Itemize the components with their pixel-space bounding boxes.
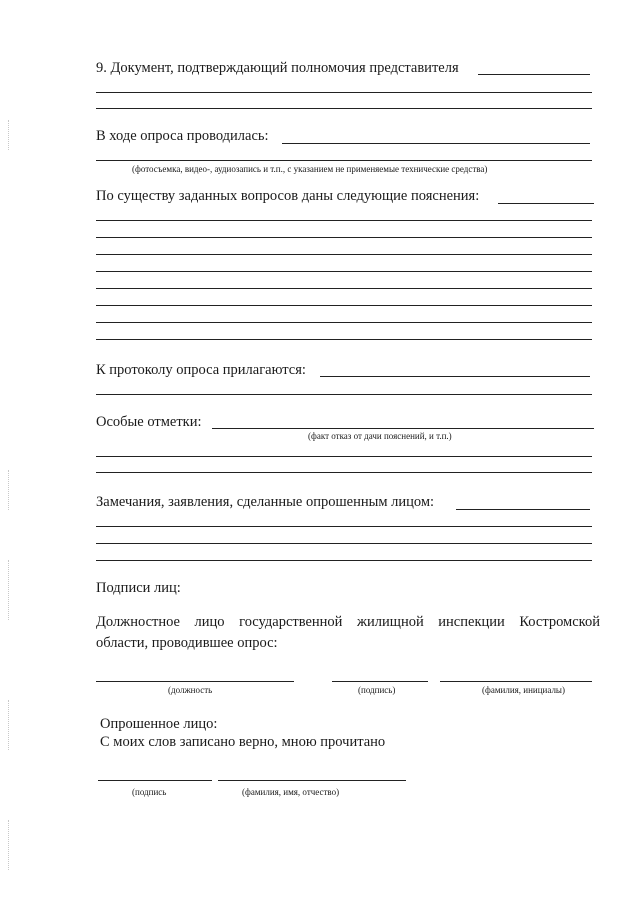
item9-label: 9. Документ, подтверждающий полномочия представителя <box>96 60 459 76</box>
explanations-field-inline[interactable] <box>498 203 594 204</box>
scan-artifact <box>8 560 10 620</box>
official-paragraph <box>96 612 600 654</box>
official-position-caption: (должность <box>168 685 213 695</box>
explanations-field-line[interactable] <box>96 288 592 289</box>
signatures-heading: Подписи лиц: <box>96 580 181 596</box>
special-notes-caption: (факт отказ от дачи пояснений, и т.п.) <box>308 431 452 441</box>
explanations-field-line[interactable] <box>96 271 592 272</box>
item9-field-line[interactable] <box>96 108 592 109</box>
scan-artifact <box>8 820 10 870</box>
official-signature-caption: (подпись) <box>358 685 396 695</box>
respondent-signature-field[interactable] <box>98 780 212 781</box>
survey-method-field-line[interactable] <box>96 160 592 161</box>
official-line-1: Должностное лицо государственной жилищной инспекции Костромской <box>96 614 600 630</box>
attachments-label: К протоколу опроса прилагаются: <box>96 362 306 378</box>
remarks-field-inline[interactable] <box>456 509 590 510</box>
remarks-field-line[interactable] <box>96 543 592 544</box>
explanations-field-line[interactable] <box>96 220 592 221</box>
official-signature-field[interactable] <box>332 681 428 682</box>
verified-statement: С моих слов записано верно, мною прочитано <box>100 734 386 750</box>
survey-method-field-inline[interactable] <box>282 143 590 144</box>
explanations-field-line[interactable] <box>96 322 592 323</box>
official-name-caption: (фамилия, инициалы) <box>482 685 565 695</box>
remarks-label: Замечания, заявления, сделанные опрошенным лицом: <box>96 494 435 510</box>
scan-artifact <box>8 120 10 150</box>
official-position-field[interactable] <box>96 681 294 682</box>
survey-method-label: В ходе опроса проводилась: <box>96 128 269 144</box>
explanations-field-line[interactable] <box>96 237 592 238</box>
item9-field-inline[interactable] <box>478 74 590 75</box>
respondent-signature-caption: (подпись <box>132 787 167 797</box>
item9-field-line[interactable] <box>96 92 592 93</box>
special-notes-label: Особые отметки: <box>96 414 202 430</box>
survey-method-caption: (фотосъемка, видео-, аудиозапись и т.п., с указанием не применяемые технические средства) <box>132 164 488 174</box>
special-notes-field-line[interactable] <box>96 472 592 473</box>
explanations-field-line[interactable] <box>96 339 592 340</box>
scan-artifact <box>8 700 10 750</box>
remarks-field-line[interactable] <box>96 560 592 561</box>
explanations-label: По существу заданных вопросов даны следующие пояснения: <box>96 188 480 204</box>
respondent-label: Опрошенное лицо: <box>100 716 218 732</box>
attachments-field-inline[interactable] <box>320 376 590 377</box>
respondent-name-field[interactable] <box>218 780 406 781</box>
attachments-field-line[interactable] <box>96 394 592 395</box>
respondent-name-caption: (фамилия, имя, отчество) <box>242 787 340 797</box>
scan-artifact <box>8 470 10 510</box>
explanations-field-line[interactable] <box>96 305 592 306</box>
special-notes-field-inline[interactable] <box>212 428 594 429</box>
special-notes-field-line[interactable] <box>96 456 592 457</box>
official-name-field[interactable] <box>440 681 592 682</box>
explanations-field-line[interactable] <box>96 254 592 255</box>
remarks-field-line[interactable] <box>96 526 592 527</box>
official-line-2: области, проводившее опрос: <box>96 635 278 651</box>
